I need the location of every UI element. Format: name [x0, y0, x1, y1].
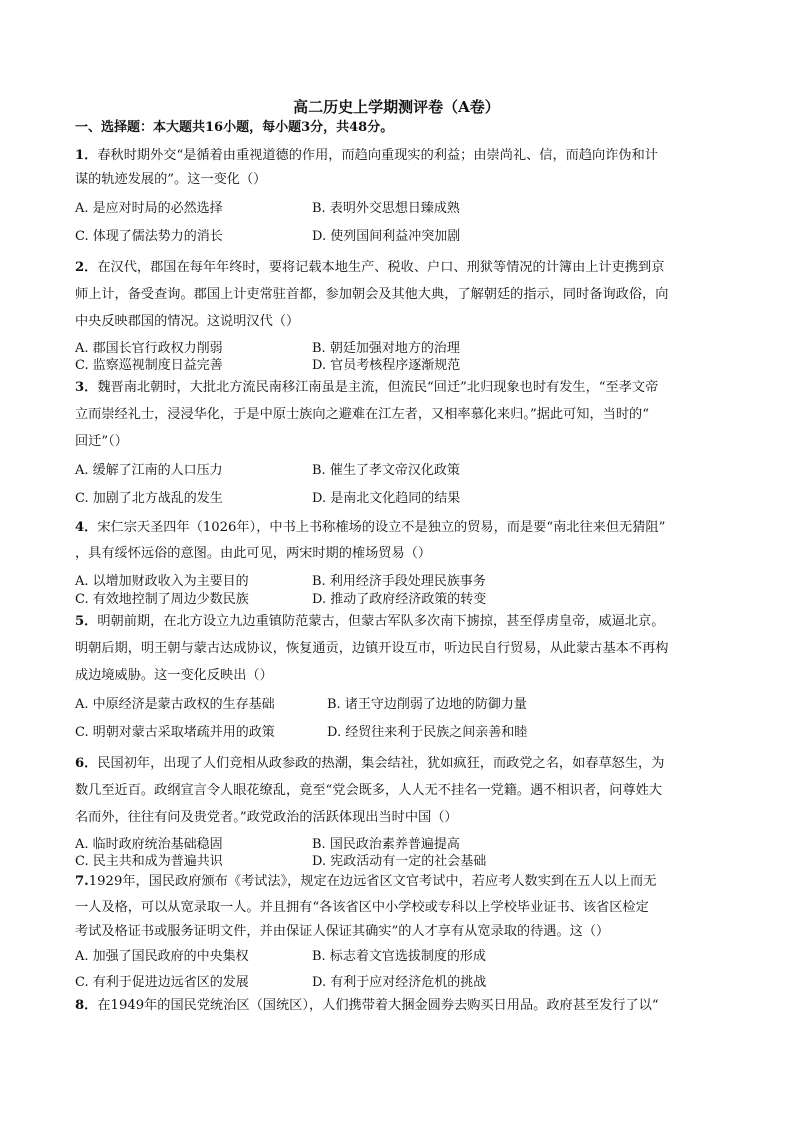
question-4-line-2: ，具有绥怀远俗的意图。由此可见，两宋时期的榷场贸易（） [75, 546, 432, 561]
question-2-option-a: A. 郡国长官行政权力削弱 [75, 341, 223, 356]
question-6-line-2: 数几至近百。政纲宣言令人眼花缭乱，竟至“党会既多，人人无不挂名一党籍。遇不相识者，问尊姓大 [75, 783, 662, 798]
question-7-line-1: 7.1929年，国民政府颁布《考试法》，规定在边远省区文官考试中，若应考人数实到在五人以上而无 [75, 874, 657, 889]
question-2-line-1: 2．在汉代，郡国在每年年终时，要将记载本地生产、税收、户口、刑狱等情况的计簿由上计吏携到京 [75, 260, 665, 275]
question-5-option-a: A. 中原经济是蒙古政权的生存基础 [75, 697, 275, 712]
question-2-line-3: 中央反映郡国的情况。这说明汉代（） [75, 314, 300, 329]
question-3-option-b: B. 催生了孝文帝汉化政策 [312, 463, 460, 478]
question-8-line-1: 8．在1949年的国民党统治区（国统区），人们携带着大捆金圆券去购买日用品。政府甚至发行了以“ [75, 998, 659, 1013]
question-5-line-3: 成边境威胁。这一变化反映出（） [75, 668, 273, 683]
question-7-option-b: B. 标志着文官选拔制度的形成 [312, 949, 486, 964]
question-5-option-d: D. 经贸往来利于民族之间亲善和睦 [327, 725, 528, 740]
question-3-option-d: D. 是南北文化趋同的结果 [312, 491, 461, 506]
question-4-option-a: A. 以增加财政收入为主要目的 [75, 574, 249, 589]
question-1-line-2: 谋的轨迹发展的”。这一变化（） [75, 172, 267, 187]
question-7-option-d: D. 有利于应对经济危机的挑战 [312, 975, 487, 990]
question-2-line-2: 师上计，备受查询。郡国上计吏常驻首都，参加朝会及其他大典，了解朝廷的指示，同时备询政俗，向 [75, 287, 669, 302]
question-6-option-b: B. 国民政治素养普遍提高 [312, 837, 460, 852]
question-5-line-2: 明朝后期，明王朝与蒙古达成协议，恢复通贡，边镇开设互市，听边民自行贸易，从此蒙古基本不再构 [75, 641, 669, 656]
question-2-option-d: D. 官员考核程序逐渐规范 [312, 358, 461, 373]
question-3-line-3: 回迁”（） [75, 434, 128, 449]
page-title: 高二历史上学期测评卷（A卷） [293, 98, 500, 116]
section-heading: 一、选择题：本大题共16小题，每小题3分，共48分。 [75, 120, 394, 135]
question-6-line-3: 名而外，往往有问及贵党者。”政党政治的活跃体现出当时中国（） [75, 810, 458, 825]
question-3-option-c: C. 加剧了北方战乱的发生 [75, 491, 223, 506]
question-1-line-1: 1．春秋时期外交“是循着由重视道德的作用，而趋向重现实的利益；由崇尚礼、信，而趋向诈伪和计 [75, 148, 658, 163]
question-3-option-a: A. 缓解了江南的人口压力 [75, 463, 223, 478]
question-1-option-a: A. 是应对时局的必然选择 [75, 201, 223, 216]
question-6-line-1: 6．民国初年，出现了人们竞相从政参政的热潮，集会结社，犹如疯狂，而政党之名，如春草怒生，为 [75, 756, 665, 771]
question-1-option-b: B. 表明外交思想日臻成熟 [312, 201, 460, 216]
question-3-line-2: 立而崇经礼士，浸浸华化，于是中原士族向之避难在江左者，又相率慕化来归。”据此可知，当时的“ [75, 407, 649, 422]
question-4-option-d: D. 推动了政府经济政策的转变 [312, 592, 487, 607]
question-1-option-d: D. 使列国间利益冲突加剧 [312, 229, 461, 244]
question-6-option-c: C. 民主共和成为普遍共识 [75, 854, 223, 869]
question-7-line-2: 一人及格，可以从宽录取一人。并且拥有“各该省区中小学校或专科以上学校毕业证书、该省区检定 [75, 900, 649, 915]
question-4-option-c: C. 有效地控制了周边少数民族 [75, 592, 249, 607]
question-1-option-c: C. 体现了儒法势力的消长 [75, 229, 223, 244]
question-5-option-c: C. 明朝对蒙古采取堵疏并用的政策 [75, 725, 275, 740]
question-5-option-b: B. 诸王守边削弱了边地的防御力量 [327, 697, 527, 712]
question-7-line-3: 考试及格证书或服务证明文件，并由保证人保证其确实”的人才享有从宽录取的待遇。这（） [75, 924, 610, 939]
question-2-option-b: B. 朝廷加强对地方的治理 [312, 341, 460, 356]
question-6-option-a: A. 临时政府统治基础稳固 [75, 837, 223, 852]
question-7-option-c: C. 有利于促进边远省区的发展 [75, 975, 249, 990]
question-7-option-a: A. 加强了国民政府的中央集权 [75, 949, 249, 964]
question-3-line-1: 3．魏晋南北朝时，大批北方流民南移江南虽是主流，但流民“回迁”北归现象也时有发生，“至孝文帝 [75, 380, 659, 395]
question-4-option-b: B. 利用经济手段处理民族事务 [312, 574, 486, 589]
question-5-line-1: 5．明朝前期，在北方设立九边重镇防范蒙古，但蒙古军队多次南下掳掠，甚至俘虏皇帝，威逼北京。 [75, 614, 665, 629]
question-6-option-d: D. 宪政活动有一定的社会基础 [312, 854, 487, 869]
question-4-line-1: 4．宋仁宗天圣四年（1026年），中书上书称榷场的设立不是独立的贸易，而是要“南北往来但无猜阻” [75, 520, 666, 535]
question-2-option-c: C. 监察巡视制度日益完善 [75, 358, 223, 373]
